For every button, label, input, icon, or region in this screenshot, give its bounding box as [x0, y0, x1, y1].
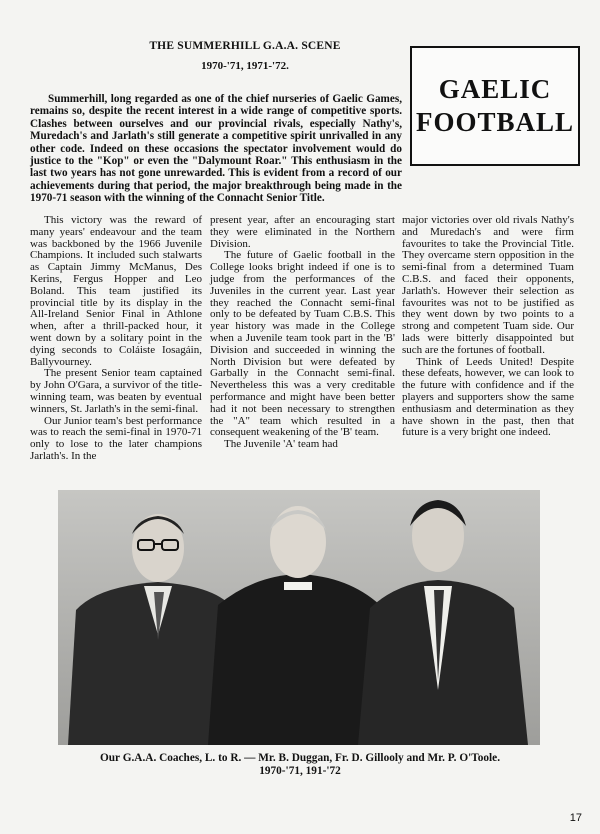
article-title: THE SUMMERHILL G.A.A. SCENE	[149, 40, 341, 52]
caption-line-1: Our G.A.A. Coaches, L. to R. — Mr. B. Duggan, Fr. D. Gillooly and Mr. P. O'Toole.	[99, 752, 501, 764]
intro-paragraph: Summerhill, long regarded as one of the chief nurseries of Gaelic Games, remains so, despite the recent interest in a wide range of competitive sports. Clashes between ourselves and our provincial rivals, especially Nathy's, Muredach's and Jarlath's still generate a competitive spirit unrivalled in any other code. Indeed on these occasions the spectator involvement would do justice to the "Kop" or even the "Dalymount Roar." This enthusiasm in the last two years has not gone unrewarded. This is evident from a record of our achievements during that period, the major breakthrough being made in the 1970-71 season with the winning of the Connacht Senior Title.	[30, 93, 402, 205]
text-column-3	[402, 215, 574, 439]
paragraph: present year, after an encouraging start they were eliminated in the Northern Division.	[210, 214, 395, 250]
coaches-photo	[58, 490, 540, 745]
paragraph: This victory was the reward of many years' endeavour and the team was backboned by the 1966 Juvenile Champions. It included such stalwarts as Captain Jimmy McManus, Des Kerins, Fergus Hopper and Leo Boland. This team justified its provincial title by its display in the All-Ireland Senior Final in Athlone when, after a thrill-packed hour, it went down by a solitary point in the dying seconds to Coláiste Iosagáin, Ballyvourney.	[30, 214, 202, 368]
paragraph: major victories over old rivals Nathy's and Muredach's and were firm favourites to take the Provincial Title. They overcame stern opposition in the semi-final from a determined Tuam C.B.S. and faced their opponents, Jarlath's. However their selection as favourites was not to be justified as they went down by two points to a strong and competent Tuam side. Our lads were bitterly disappointed but such are the fortunes of football.	[402, 214, 574, 356]
paragraph: The present Senior team captained by John O'Gara, a survivor of the title-winning team, was beaten by eventual winners, St. Jarlath's in the semi-final.	[30, 367, 202, 415]
paragraph: The Juvenile 'A' team had	[224, 438, 338, 451]
article-years: 1970-'71, 1971-'72.	[201, 60, 289, 72]
section-box	[410, 46, 580, 166]
page-number: 17	[569, 812, 582, 824]
paragraph: Think of Leeds United! Despite these defeats, however, we can look to the future with confidence and if the players and supporters show the same enthusiasm and determination as they have shown in the past, then that future is a very bright one indeed.	[402, 355, 574, 439]
paragraph: The future of Gaelic football in the College looks bright indeed if one is to judge from the performances of the Juveniles in the current year. Last year they reached the Connacht semi-final only to be defeated by Tuam C.B.S. This year history was made in the College when a Juvenile team took part in the 'B' Division and succeeded in winning the North Division but were defeated by Garbally in the Connacht semi-final. Nevertheless this was a very creditable performance and might have been better had it not been necessary to strengthen the "A" team which resulted in a consequent weakening of the 'B' team.	[210, 249, 395, 439]
article-header	[90, 40, 400, 72]
photo-caption	[40, 752, 560, 778]
caption-line-2: 1970-'71, 191-'72	[259, 765, 341, 777]
section-box-line-2: FOOTBALL	[415, 107, 575, 137]
paragraph: Our Junior team's best performance was to reach the semi-final in 1970-71 only to lose to the later champions Jarlath's. In the	[30, 414, 202, 462]
section-box-line-1: GAELIC	[438, 74, 552, 104]
text-column-1	[30, 215, 202, 463]
coaches-photo-illustration	[58, 490, 540, 745]
text-column-2	[210, 215, 395, 451]
